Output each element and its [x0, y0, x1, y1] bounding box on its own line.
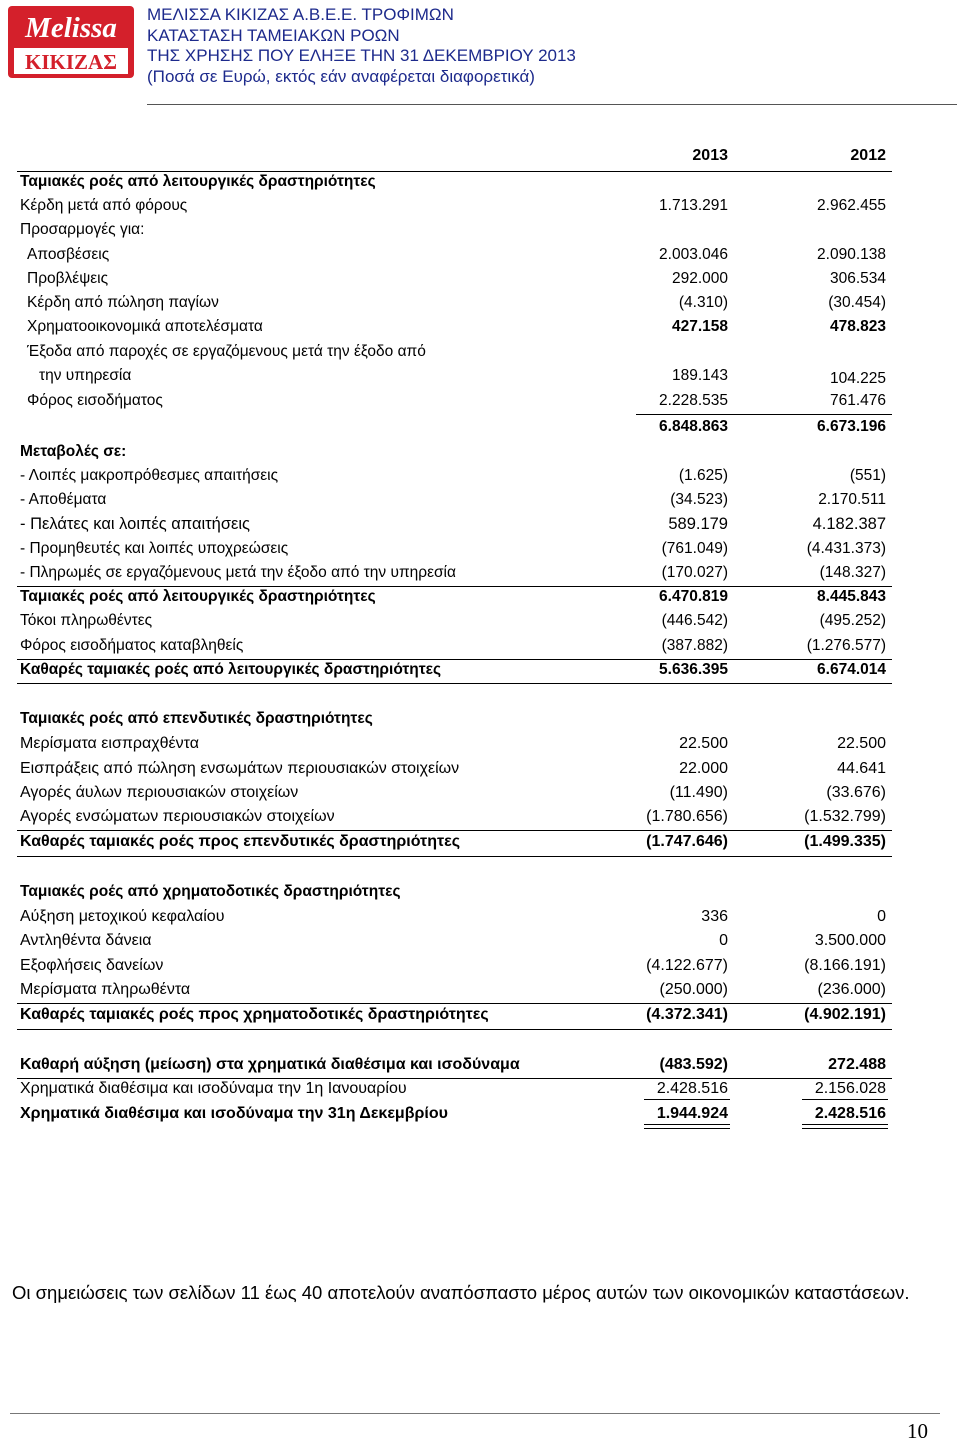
table-row: Αποσβέσεις 2.003.046 2.090.138	[27, 246, 886, 263]
currency-note: (Ποσά σε Ευρώ, εκτός εάν αναφέρεται διαφορετικά)	[147, 66, 535, 86]
row-separator	[17, 659, 892, 660]
statement-title: ΚΑΤΑΣΤΑΣΗ ΤΑΜΕΙΑΚΩΝ ΡΟΩΝ	[147, 25, 400, 45]
table-row: Μερίσματα πληρωθέντα (250.000) (236.000)	[20, 981, 886, 998]
melissa-logo-icon	[8, 6, 134, 78]
year-2012: 2012	[850, 147, 886, 164]
table-row: την υπηρεσία 189.143 104.225	[39, 367, 886, 387]
header-divider	[147, 104, 957, 105]
opening-balance-row: Χρηματικά διαθέσιμα και ισοδύναμα την 1η Ιανουαρίου 2.428.516 2.156.028	[20, 1080, 886, 1097]
table-row: Εισπράξεις από πώληση ενσωμάτων περιουσιακών στοιχείων 22.000 44.641	[20, 760, 886, 777]
row-separator	[17, 1003, 892, 1004]
subtotal-row: 6.848.863 6.673.196	[659, 418, 886, 435]
table-row: - Πελάτες και λοιπές απαιτήσεις 589.179 4.182.387	[20, 515, 886, 533]
statement-period: ΤΗΣ ΧΡΗΣΗΣ ΠΟΥ ΕΛΗΞΕ ΤΗΝ 31 ΔΕΚΕΜΒΡΙΟΥ 2013	[147, 46, 576, 65]
table-row: Φόρος εισοδήματος 2.228.535 761.476	[27, 392, 886, 409]
section-title-operating: Ταμιακές ροές από λειτουργικές δραστηριότητες	[20, 173, 376, 190]
table-row: Αγορές ενσώματων περιουσιακών στοιχείων (1.780.656) (1.532.799)	[20, 808, 886, 825]
page-number: 10	[907, 1419, 928, 1443]
double-underline	[802, 1124, 888, 1129]
table-row: Εξοφλήσεις δανείων (4.122.677) (8.166.191)	[20, 957, 886, 974]
net-change-row: Καθαρή αύξηση (μείωση) στα χρηματικά διαθέσιμα και ισοδύναμα (483.592) 272.488	[20, 1056, 886, 1073]
table-row: - Πληρωμές σε εργαζόμενους μετά την έξοδο από την υπηρεσία (170.027) (148.327)	[20, 564, 886, 581]
table-row: Φόρος εισοδήματος καταβληθείς (387.882) (1.276.577)	[20, 637, 886, 654]
row-separator	[17, 830, 892, 831]
logo-sub-text: ΚΙΚΙΖΑΣ	[25, 50, 117, 74]
table-row: Χρηματοοικονομικά αποτελέσματα 427.158 478.823	[27, 318, 886, 335]
row-separator	[17, 683, 892, 684]
table-row: - Αποθέματα (34.523) 2.170.511	[20, 491, 886, 508]
company-logo	[8, 6, 134, 78]
table-row: Κέρδη από πώληση παγίων (4.310) (30.454)	[27, 294, 886, 311]
section-title-financing: Ταμιακές ροές από χρηματοδοτικές δραστηριότητες	[20, 883, 401, 900]
year-header-row	[0, 147, 960, 171]
closing-balance-row: Χρηματικά διαθέσιμα και ισοδύναμα την 31η Δεκεμβρίου 1.944.924 2.428.516	[20, 1105, 886, 1122]
table-row: Τόκοι πληρωθέντες (446.542) (495.252)	[20, 612, 886, 629]
table-row: Αντληθέντα δάνεια 0 3.500.000	[20, 932, 886, 949]
adjustments-label: Προσαρμογές για:	[20, 221, 145, 238]
table-row: - Προμηθευτές και λοιπές υποχρεώσεις (761.049) (4.431.373)	[20, 540, 886, 557]
footnote: Οι σημειώσεις των σελίδων 11 έως 40 αποτελούν αναπόσπαστο μέρος αυτών των οικονομικών καταστάσεων.	[12, 1282, 910, 1303]
document-header	[147, 5, 576, 87]
table-row: Αγορές άυλων περιουσιακών στοιχείων (11.490) (33.676)	[20, 784, 886, 801]
table-row: Κέρδη μετά από φόρους 1.713.291 2.962.455	[20, 197, 886, 214]
row-separator	[17, 1029, 892, 1030]
table-row: Προβλέψεις 292.000 306.534	[27, 270, 886, 287]
double-underline	[644, 1124, 730, 1129]
table-row: Ταμιακές ροές από λειτουργικές δραστηριότητες 6.470.819 8.445.843	[20, 588, 886, 605]
table-row: Αύξηση μετοχικού κεφαλαίου 336 0	[20, 908, 886, 925]
year-underline	[17, 171, 892, 172]
logo-brand-text: Melissa	[25, 12, 117, 44]
footer-divider	[10, 1413, 940, 1414]
net-investing-row: Καθαρές ταμιακές ροές προς επενδυτικές δραστηριότητες (1.747.646) (1.499.335)	[20, 833, 886, 850]
underline	[644, 1099, 730, 1100]
net-operating-row: Καθαρές ταμιακές ροές από λειτουργικές δραστηριότητες 5.636.395 6.674.014	[20, 661, 886, 678]
row-separator	[17, 586, 892, 587]
table-row: Μερίσματα εισπραχθέντα 22.500 22.500	[20, 735, 886, 752]
net-financing-row: Καθαρές ταμιακές ροές προς χρηματοδοτικές δραστηριότητες (4.372.341) (4.902.191)	[20, 1006, 886, 1023]
underline	[802, 1099, 888, 1100]
row-separator	[17, 856, 892, 857]
year-2013: 2013	[692, 147, 728, 164]
subtotal-line	[636, 414, 892, 415]
company-name: ΜΕΛΙΣΣΑ ΚΙΚΙΖΑΣ Α.Β.Ε.Ε. ΤΡΟΦΙΜΩΝ	[147, 5, 454, 24]
changes-label: Μεταβολές σε:	[20, 443, 127, 460]
section-title-investing: Ταμιακές ροές από επενδυτικές δραστηριότητες	[20, 710, 373, 727]
row-separator	[17, 1078, 892, 1079]
table-row: - Λοιπές μακροπρόθεσμες απαιτήσεις (1.625) (551)	[20, 467, 886, 484]
table-row: Έξοδα από παροχές σε εργαζόμενους μετά την έξοδο από	[27, 343, 426, 360]
